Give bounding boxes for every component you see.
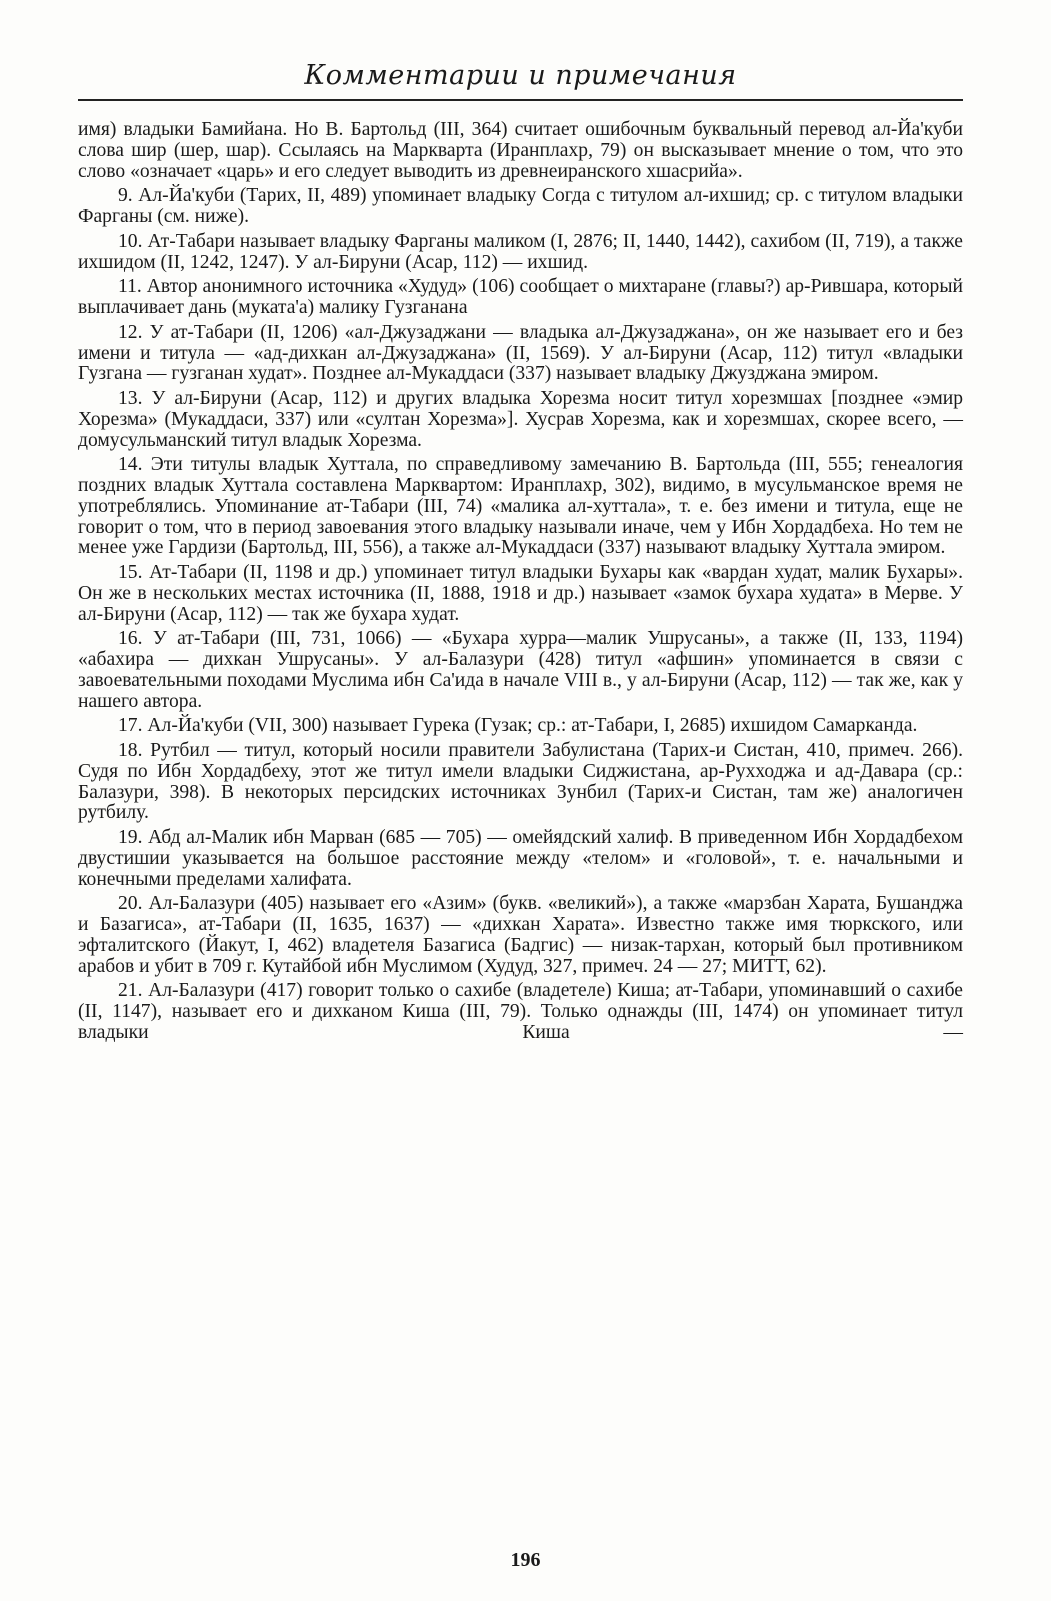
note-14: 14. Эти титулы владык Хуттала, по справедливому замечанию В. Бартольда (III, 555; генеалогия поздних владык Хуттала составлена Марквартом: Иранплахр, 302), видимо, в мусульманское время не употреблялись. Упоминание ат-Табари (III, 74) «малика ал-хуттала», т. е. без имени и титула, еще не говорит о том, что в период завоевания этого владыку называли иначе, чем у Ибн Хордадбеха. Но тем не менее уже Гардизи (Бартольд, III, 556), а также ал-Мукаддаси (337) называют владыку Хуттала эмиром. <box>78 454 963 559</box>
commentary-text <box>78 120 963 1048</box>
running-header-title: Комментарии и примечания <box>304 60 737 91</box>
note-17: 17. Ал-Йа'куби (VII, 300) называет Гурека (Гузак; ср.: ат-Табари, I, 2685) ихшидом Самарканда. <box>118 715 918 737</box>
paragraph-continuation: имя) владыки Бамийана. Но В. Бартольд (III, 364) считает ошибочным буквальный перевод ал-Йа'куби слова шир (шер, шар). Ссылаясь на Маркварта (Иранплахр, 79) он высказывает мнение о том, что это слово «означает «царь» и его следует выводить из древнеиранского хшасрийа». <box>78 119 963 182</box>
note-19: 19. Абд ал-Малик ибн Марван (685 — 705) — омейядский халиф. В приведенном Ибн Хордадбехом двустишии указывается на большое расстояние между «телом» и «головой», т. е. начальными и конечными пределами халифата. <box>78 827 963 890</box>
note-9: 9. Ал-Йа'куби (Тарих, II, 489) упоминает владыку Согда с титулом ал-ихшид; ср. с титулом владыки Фарганы (см. ниже). <box>78 185 963 227</box>
note-10: 10. Ат-Табари называет владыку Фарганы маликом (I, 2876; II, 1440, 1442), сахибом (II, 719), а также ихшидом (II, 1242, 1247). У ал-Бируни (Асар, 112) — ихшид. <box>78 230 963 273</box>
note-21: 21. Ал-Балазури (417) говорит только о сахибе (владетеле) Киша; ат-Табари, упоминавший о сахибе (II, 1147), называет его и дихканом Киша (III, 79). Только однажды (III, 1474) он упоминает титул владыки Киша — <box>78 980 963 1043</box>
note-11: 11. Автор анонимного источника «Худуд» (106) сообщает о михтаране (главы?) ар-Рившара, который выплачивает дань (муката'а) малику Гузганана <box>78 276 963 318</box>
note-15: 15. Ат-Табари (II, 1198 и др.) упоминает титул владыки Бухары как «вардан худат, малик Бухары». Он же в нескольких местах источника (II, 1888, 1918 и др.) называет «замок бухара худата» в Мерве. У ал-Бируни (Асар, 112) — так же бухара худат. <box>78 562 963 625</box>
note-20: 20. Ал-Балазури (405) называет его «Азим» (букв. «великий»), а также «марзбан Харата, Бушанджа и Базагиса», ат-Табари (II, 1635, 1637) — «дихкан Харата». Известно также имя тюркского, или эфталитского (Йакут, I, 462) владетеля Базагиса (Бадгис) — низак-тархан, который был противником арабов и убит в 709 г. Кутайбой ибн Муслимом (Худуд, 327, примеч. 24 — 27; МИТТ, 62). <box>78 893 963 977</box>
note-12: 12. У ат-Табари (II, 1206) «ал-Джузаджани — владыка ал-Джузаджана», он же называет его и без имени и титула — «ад-дихкан ал-Джузаджана» (II, 1569). У ал-Бируни (Асар, 112) титул «владыки Гузгана — гузганан худат». Позднее ал-Мукаддаси (337) называет владыку Джузджана эмиром. <box>78 321 963 385</box>
note-16: 16. У ат-Табари (III, 731, 1066) — «Бухара хурра—малик Ушрусаны», а также (II, 133, 1194) «абахира — дихкан Ушрусаны». У ал-Балазури (428) титул «афшин» упоминается в связи с завоевательными походами Муслима ибн Са'ида в начале VIII в., у ал-Бируни (Асар, 112) — так же, как у нашего автора. <box>78 628 963 712</box>
header-rule <box>78 99 963 101</box>
note-13: 13. У ал-Бируни (Асар, 112) и других владыка Хорезма носит титул хорезмшах [позднее «эмир Хорезма» (Мукаддаси, 337) или «султан Хорезма»]. Хусрав Хорезма, как и хорезмшах, скорее всего, — домусульманский титул владык Хорезма. <box>78 388 963 451</box>
page-number: 196 <box>510 1549 541 1571</box>
note-18: 18. Рутбил — титул, который носили правители Забулистана (Тарих-и Систан, 410, примеч. 266). Судя по Ибн Хордадбеху, этот же титул имели владыки Сиджистана, ар-Рухходжа и ад-Давара (ср.: Балазури, 398). В некоторых персидских источниках Зунбил (Тарих-и Систан, там же) аналогичен рутбилу. <box>78 740 963 824</box>
